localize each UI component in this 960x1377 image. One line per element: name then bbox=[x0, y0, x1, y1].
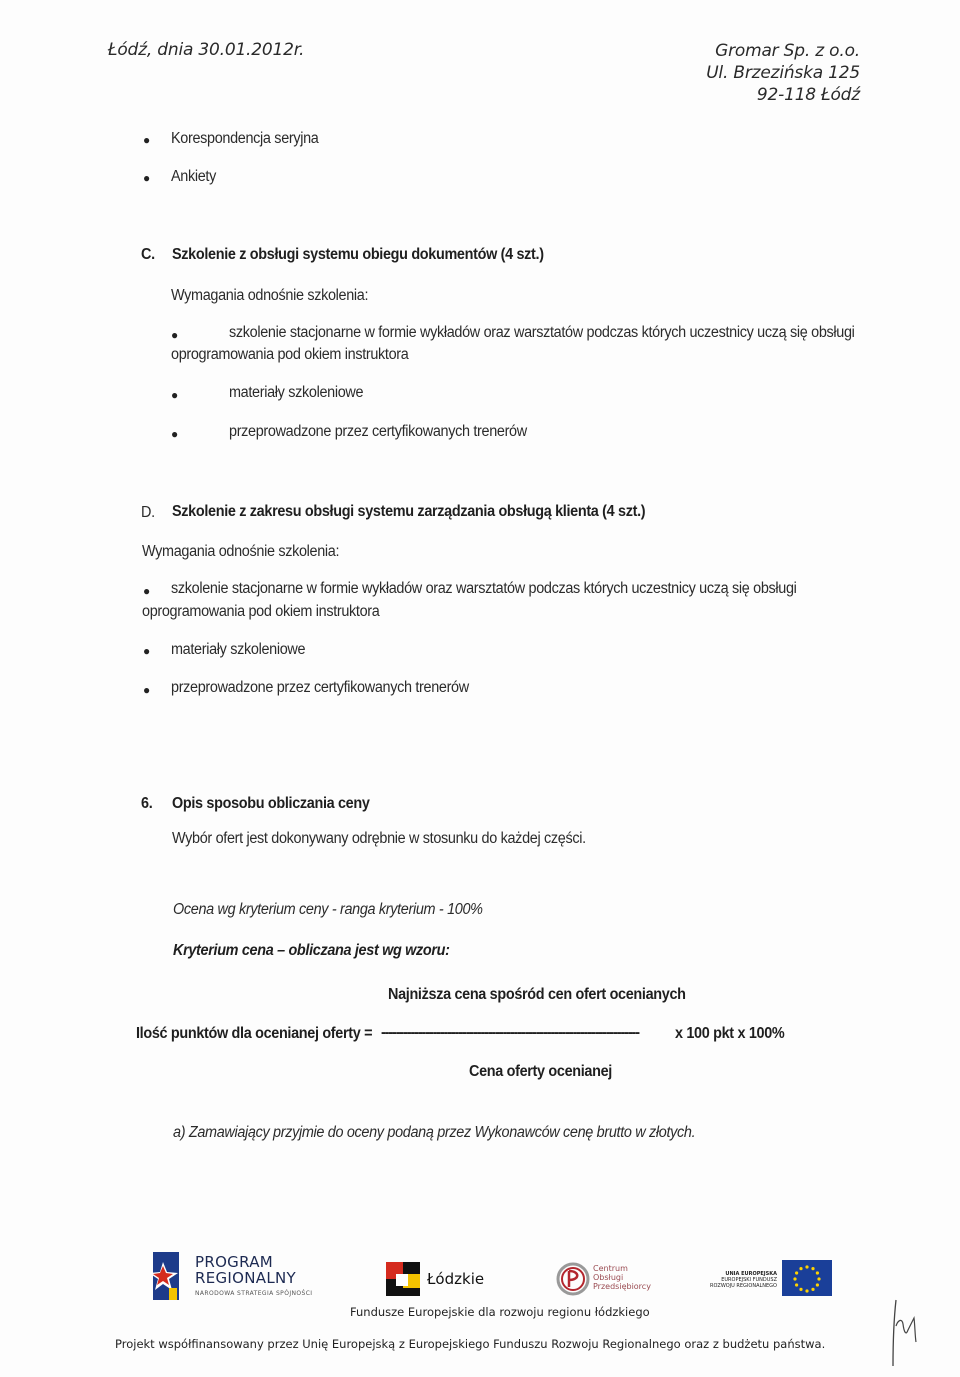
cop-logo bbox=[556, 1262, 651, 1298]
section-c-item-cont: oprogramowania pod okiem instruktora bbox=[171, 346, 409, 363]
section-6-text: Wybór ofert jest dokonywany odrębnie w stosunku do każdej części. bbox=[172, 830, 586, 847]
note-a: a) Zamawiający przyjmie do oceny podaną przez Wykonawców cenę brutto w złotych. bbox=[173, 1124, 696, 1141]
bullet-icon: ● bbox=[171, 328, 179, 342]
ue-line1: UNIA EUROPEJSKA bbox=[725, 1271, 777, 1277]
document-date: Łódź, dnia 30.01.2012r. bbox=[108, 40, 305, 60]
eu-flag-icon bbox=[782, 1260, 832, 1296]
formula-lhs: Ilość punktów dla ocenianej oferty = bbox=[136, 1025, 373, 1042]
company-city: 92-118 Łódź bbox=[756, 85, 860, 105]
formula-numerator: Najniższa cena spośród cen ofert ocenianych bbox=[388, 986, 686, 1003]
section-d-item-cont: oprogramowania pod okiem instruktora bbox=[142, 603, 380, 620]
section-d-item: przeprowadzone przez certyfikowanych trenerów bbox=[171, 679, 469, 696]
bullet-icon: ● bbox=[143, 644, 151, 658]
section-c-item: materiały szkoleniowe bbox=[229, 384, 364, 401]
company-address bbox=[706, 40, 860, 106]
criterion-text: Ocena wg kryterium ceny - ranga kryterium - 100% bbox=[173, 901, 483, 918]
cop-line3: Przedsiębiorcy bbox=[593, 1282, 651, 1291]
program-line2: REGIONALNY bbox=[195, 1269, 296, 1287]
ue-line2: EUROPEJSKI FUNDUSZ bbox=[721, 1277, 777, 1283]
bullet-icon: ● bbox=[143, 584, 151, 598]
handwritten-initials-icon bbox=[884, 1296, 924, 1370]
section-6-number: 6. bbox=[141, 795, 153, 812]
section-c-item: przeprowadzone przez certyfikowanych trenerów bbox=[229, 423, 527, 440]
lodzkie-text: Łódzkie bbox=[427, 1270, 485, 1288]
ue-line3: ROZWOJU REGIONALNEGO bbox=[709, 1283, 777, 1289]
program-sub: NARODOWA STRATEGIA SPÓJNOŚCI bbox=[195, 1290, 313, 1297]
section-c-letter: C. bbox=[141, 246, 155, 263]
section-d-item: materiały szkoleniowe bbox=[171, 641, 306, 658]
program-regionalny-logo bbox=[147, 1248, 327, 1304]
formula-multiplier: x 100 pkt x 100% bbox=[675, 1025, 785, 1042]
section-d-req-label: Wymagania odnośnie szkolenia: bbox=[142, 543, 340, 560]
section-c-item: szkolenie stacjonarne w formie wykładów oraz warsztatów podczas których uczestnicy uczą się obsługi bbox=[229, 324, 855, 341]
program-star-icon bbox=[147, 1248, 183, 1304]
formula-fraction-line: ---------------------------------------------------------------------- bbox=[381, 1024, 639, 1041]
cop-line2: Obsługi bbox=[593, 1273, 624, 1282]
section-d-title: Szkolenie z zakresu obsługi systemu zarządzania obsługą klienta (4 szt.) bbox=[172, 503, 646, 520]
section-c-title: Szkolenie z obsługi systemu obiegu dokumentów (4 szt.) bbox=[172, 246, 544, 263]
section-d-item: szkolenie stacjonarne w formie wykładów oraz warsztatów podczas których uczestnicy uczą się obsługi bbox=[171, 580, 797, 597]
formula-denominator: Cena oferty ocenianej bbox=[469, 1063, 612, 1080]
lodzkie-logo bbox=[386, 1262, 496, 1296]
funds-line: Fundusze Europejskie dla rozwoju regionu łódzkiego bbox=[350, 1305, 650, 1319]
cop-line1: Centrum bbox=[593, 1264, 628, 1273]
bullet-icon: ● bbox=[171, 388, 179, 402]
section-d-letter: D. bbox=[141, 504, 155, 521]
formula-label: Kryterium cena – obliczana jest wg wzoru: bbox=[173, 942, 450, 959]
section-6-title: Opis sposobu obliczania ceny bbox=[172, 795, 370, 812]
section-c-req-label: Wymagania odnośnie szkolenia: bbox=[171, 287, 369, 304]
eu-logo bbox=[700, 1260, 832, 1298]
lodzkie-emblem-icon bbox=[386, 1262, 420, 1296]
program-line1: PROGRAM bbox=[195, 1253, 274, 1271]
company-name: Gromar Sp. z o.o. bbox=[715, 41, 860, 61]
bullet-icon: ● bbox=[143, 133, 151, 147]
company-street: Ul. Brzezińska 125 bbox=[706, 63, 860, 83]
list-item: Korespondencja seryjna bbox=[171, 130, 319, 147]
list-item: Ankiety bbox=[171, 168, 217, 185]
project-line: Projekt współfinansowany przez Unię Europejską z Europejskiego Funduszu Rozwoju Regionalnego oraz z budżetu państwa. bbox=[115, 1337, 826, 1351]
cop-emblem-icon bbox=[556, 1262, 590, 1296]
bullet-icon: ● bbox=[143, 171, 151, 185]
bullet-icon: ● bbox=[143, 683, 151, 697]
bullet-icon: ● bbox=[171, 427, 179, 441]
